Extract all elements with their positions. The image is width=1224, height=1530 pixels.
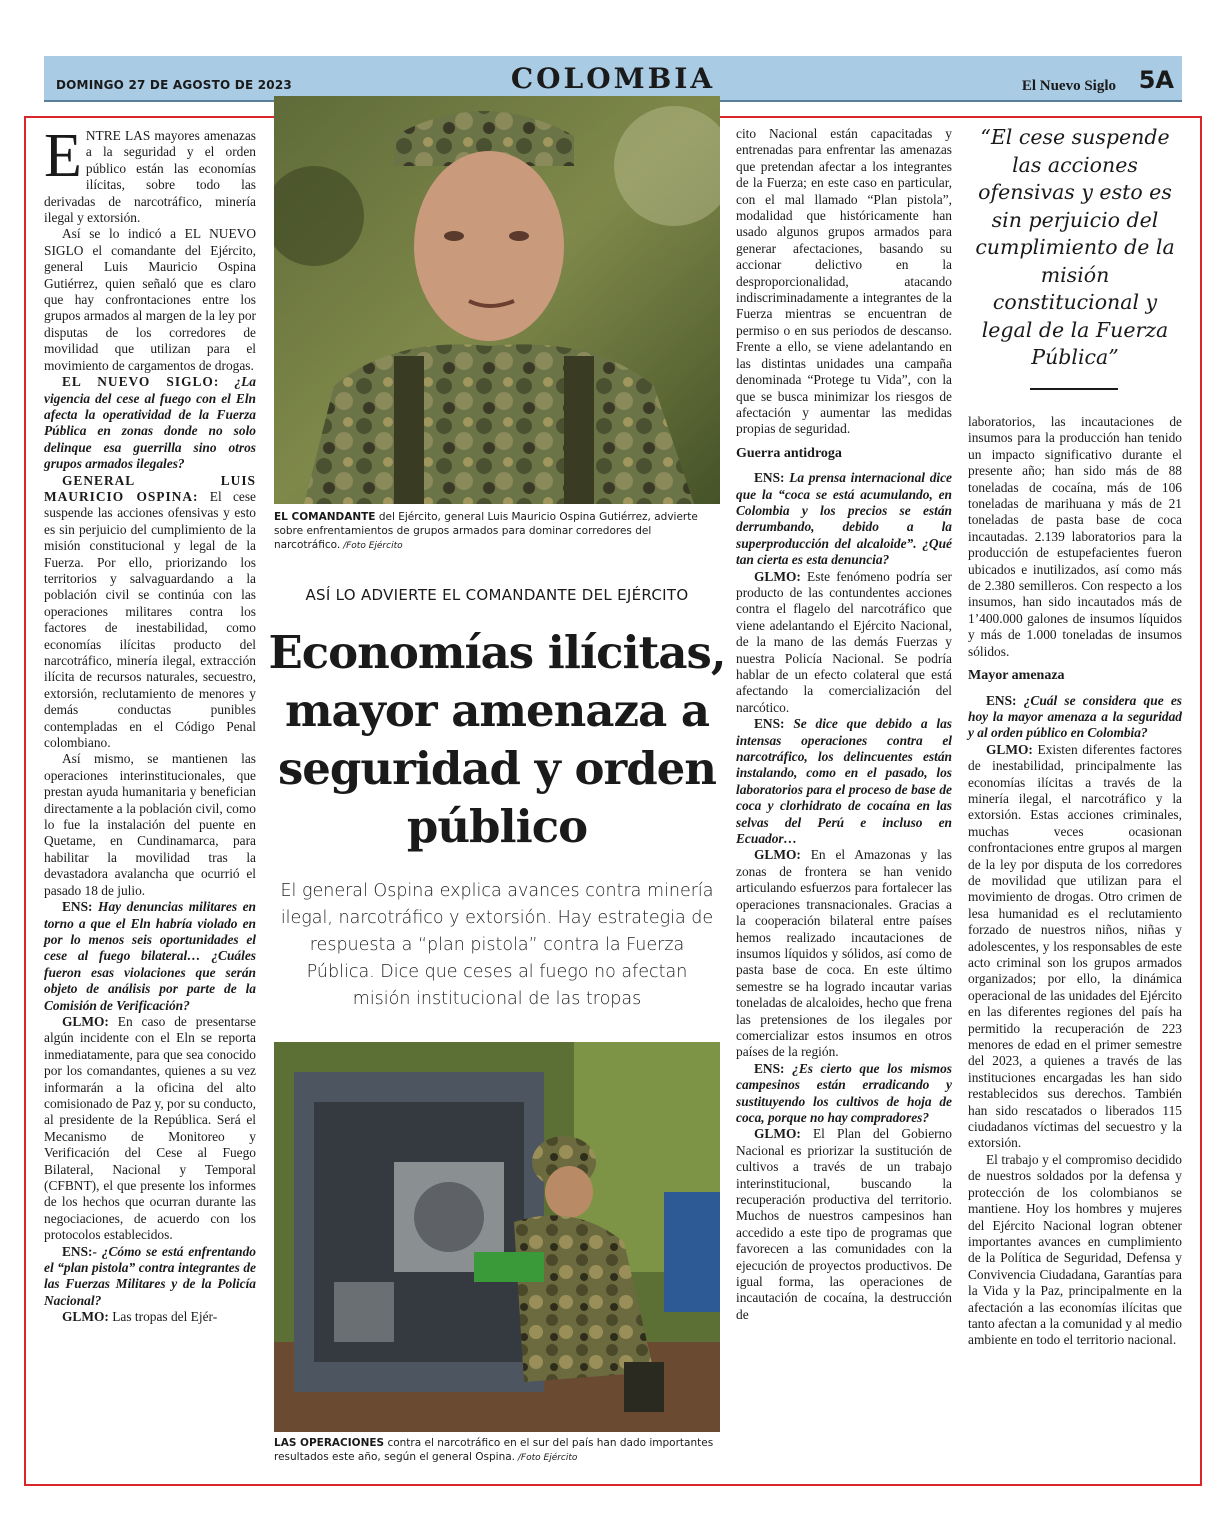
question: ENS: Hay denuncias militares en torno a que el Eln habría violado en por lo menos seis oportunidades el cese al fuego bilateral… ¿Cuáles fueron esas violaciones que serán objeto de análisis por parte de la Comisión de Verificación? <box>44 899 256 1013</box>
subheading: Guerra antidroga <box>736 445 842 461</box>
operations-photo <box>274 1042 720 1432</box>
headline: Economías ilícitas, mayor amenaza a seguridad y orden público <box>268 626 726 853</box>
answer: GLMO: El Plan del Gobierno Nacional es priorizar la sustitución de cultivos a través de un trabajo interinstitucional, buscando la recuperación productiva del territorio. Muchos de nuestros campesinos han accedido a este tipo de programas que favorecen a las comunidades con la ejecución de proyectos productivos. De igual forma, las operaciones de incautación de cocaína, la destrucción de <box>736 1126 952 1322</box>
paragraph: cito Nacional están capacitadas y entrenadas para enfrentar las amenazas que pretendan afectar a los integrantes de la Fuerza; en este caso en particular, con el mal llamado “Plan pistola”, modalidad que históricamente han usado algunos grupos armados para generar afectaciones, basando su accionar delictivo en la desproporcionalidad, atacando indiscriminadamente a integrantes de la Fuerza mientras se encuentran de permiso o en sus periodos de descanso. Frente a ello, se viene adelantando en las distintas unidades una campaña denominada “Protege tu Vida”, con la que se busca minimizar los riesgos de afectación y aumentar las medidas propias de seguridad. <box>736 126 952 437</box>
answer: GLMO: Existen diferentes factores de inestabilidad, principalmente las economías ilícitas a través de la minería ilegal, el narcotráfico y la extorsión. Estas acciones criminales, muchas veces ocasionan confrontaciones entre grupos al margen de la ley por disputa de los corredores de movilidad que utilizan para el movimiento de drogas. Otro crimen de lesa humanidad es el reclutamiento forzado de nuestros niños, niñas y adolescentes, y los responsables de este acto criminal son los grupos armados organizados; por ello, la dinámica operacional de las unidades del Ejército en las diferentes regiones del país ha permitido la recuperación de 223 menores de edad en el primer semestre del 2023, a quienes a través de las instituciones encargadas les han sido restablecidos sus derechos. También han sido rescatados o liberados 115 ciudadanos víctimas del secuestro y la extorsión. <box>968 741 1182 1151</box>
section-title: COLOMBIA <box>510 62 716 95</box>
paragraph: laboratorios, las incautaciones de insumos para la producción han tenido un impacto significativo durante el presente año; han sido más de 88 toneladas de cocaína, más de 106 toneladas de marihuana y más de 21 toneladas de pasta base de coca incautadas. 2.139 laboratorios para la producción de estupefacientes fueron ubicados e inutilizados, así como más de 2.380 semilleros. Con respecto a los insumos, han sido incautados más de 1’400.000 galones de insumos líquidos y más de 1.000 toneladas de insumos sólidos. <box>968 414 1182 659</box>
answer: GLMO: En el Amazonas y las zonas de frontera se han venido articulando esfuerzos para fortalecer las operaciones transnacionales. Gracias a la cooperación bilateral entre países hemos realizado incautaciones de insumos líquidos y sólidos, así como de pasta base de coca. En este último semestre se ha logrado incautar varias toneladas de alcaloides, hecho que frena las pretensiones de los ilegales por comercializar estos insumos en otros países de la región. <box>736 847 952 1060</box>
paragraph: El trabajo y el compromiso decidido de nuestros soldados por la defensa y protección de los colombianos se mantiene. Hoy los hombres y mujeres del Ejército Nacional logran obtener importantes avances en cumplimiento de la Política de Seguridad, Defensa y Convivencia Ciudadana, Garantías para la Vida y la Paz, principalmente en la afectación a las economías ilícitas que tanto afectan a la comunidad y al medio ambiente en todo el territorio nacional. <box>968 1151 1182 1348</box>
commander-photo-image <box>274 96 720 504</box>
question: ENS: ¿Es cierto que los mismos campesinos están erradicando y sustituyendo los cultivos de hoja de coca, porque no hay compradores? <box>736 1060 952 1125</box>
paragraph: Así mismo, se mantienen las operaciones interinstitucionales, que prestan ayuda humanitaria y benefician directamente a la población civil, como lo fue la instalación del puente en Quetame, en Cundinamarca, para habilitar la movilidad tras la devastadora avalancha que ocurrió el pasado 18 de julio. <box>44 751 256 898</box>
pull-quote: “El cese suspende las acciones ofensivas y esto es sin perjuicio del cumplimiento de la misión constitucional y legal de la Fuerza Pública” <box>975 125 1175 369</box>
answer: GLMO: En caso de presentarse algún incidente con el Eln se reporta inmediatamente, para que sea conocido por los comandantes, quienes a su vez informarán a la oficina del alto comisionado de Paz y, por su conducto, al presidente de la República. Será el Mecanismo de Monitoreo y Verificación del Cese al Fuego Bilateral, Nacional y Temporal (CFBNT), el que presente los informes de los hechos que ocurran durante las negociaciones, de acuerdo con los protocolos establecidos. <box>44 1013 256 1243</box>
commander-photo <box>274 96 720 504</box>
question: ENS: La prensa internacional dice que la “coca se está acumulando, en Colombia y los precios se están derrumbando, debido a la superproducción del alcaloide”. ¿Qué tan cierta es esta denuncia? <box>736 470 952 568</box>
article-column-4 <box>968 414 1182 1349</box>
photo-caption: EL COMANDANTE del Ejército, general Luis Mauricio Ospina Gutiérrez, advierte sobre enfrentamientos de grupos armados para dominar corredores del narcotráfico. /Foto Ejército <box>274 511 698 551</box>
subheading: Mayor amenaza <box>968 668 1065 684</box>
paragraph: Así se lo indicó a EL NUEVO SIGLO el comandante del Ejército, general Luis Mauricio Ospina Gutiérrez, quien señaló que es claro que hay confrontaciones entre los grupos armados al margen de la ley por disputas de los corredores de movilidad que utilizan para el movimiento de cargamentos de drogas. <box>44 226 256 373</box>
newspaper-name: El Nuevo Siglo <box>1021 78 1116 94</box>
answer: GENERAL LUIS MAURICIO OSPINA: El cese suspende las acciones ofensivas y esto es sin perjuicio del cumplimiento de la misión constitucional y legal de la Fuerza. Por ello, priorizando los territorios y salvaguardando a la población civil se continúa con las operaciones militares contra los factores de inestabilidad, como economías ilícitas producto del narcotráfico, minería ilegal, extracción ilícita de recursos naturales, secuestro, extorsión, reclutamiento de menores y demás conductas punibles contempladas en el Código Penal colombiano. <box>44 472 257 751</box>
question: ENS:- ¿Cómo se está enfrentando el “plan pistola” contra integrantes de las Fuerzas Militares y de la Policía Nacional? <box>44 1243 256 1308</box>
question: ENS: Se dice que debido a las intensas operaciones contra el narcotráfico, los delincuentes están instalando, como en el pasado, los laboratorios para el proceso de base de coca y clorhidrato de cocaína en las selvas del Perú e incluso en Ecuador… <box>736 716 952 847</box>
answer: GLMO: Este fenómeno podría ser producto de las contundentes acciones contra el flagelo del narcotráfico que viene adelantando el Ejército Nacional, de la mano de las demás Fuerzas y nuestra Policía Nacional. Se podría hablar de un efecto colateral que está afectando la comercialización del narcótico. <box>736 568 952 715</box>
question: EL NUEVO SIGLO: ¿La vigencia del cese al fuego con el Eln afecta la operatividad de la Fuerza Pública en zonas donde no solo delinque esa guerrilla sino otros grupos armados ilegales? <box>44 374 256 472</box>
article-column-1 <box>44 122 257 1326</box>
drop-cap: E <box>44 122 82 190</box>
lead-paragraph: ENTRE LAS mayores amenazas a la seguridad y el orden público están las economías ilícitas, sobre todo las derivadas de narcotráfico, minería ilegal y extorsión. <box>44 122 256 226</box>
operations-photo-image <box>274 1042 720 1432</box>
answer: GLMO: Las tropas del Ejér- <box>62 1309 218 1325</box>
kicker: ASÍ LO ADVIERTE EL COMANDANTE DEL EJÉRCITO <box>305 586 689 604</box>
pull-quote-rule <box>1030 388 1118 390</box>
issue-date: DOMINGO 27 DE AGOSTO DE 2023 <box>56 78 292 92</box>
page-number: 5A <box>1138 66 1174 94</box>
deck: El general Ospina explica avances contra minería ilegal, narcotráfico y extorsión. Hay estrategia de respuesta a “plan pistola” contra la Fuerza Pública. Dice que ceses al fuego no afectan misión institucional de las tropas <box>280 881 714 1009</box>
photo-caption: LAS OPERACIONES contra el narcotráfico en el sur del país han dado importantes resultados este año, según el general Ospina. /Foto Ejército <box>274 1437 714 1463</box>
article-column-3 <box>736 126 952 1323</box>
question: ENS: ¿Cuál se considera que es hoy la mayor amenaza a la seguridad y al orden público en Colombia? <box>968 692 1182 741</box>
